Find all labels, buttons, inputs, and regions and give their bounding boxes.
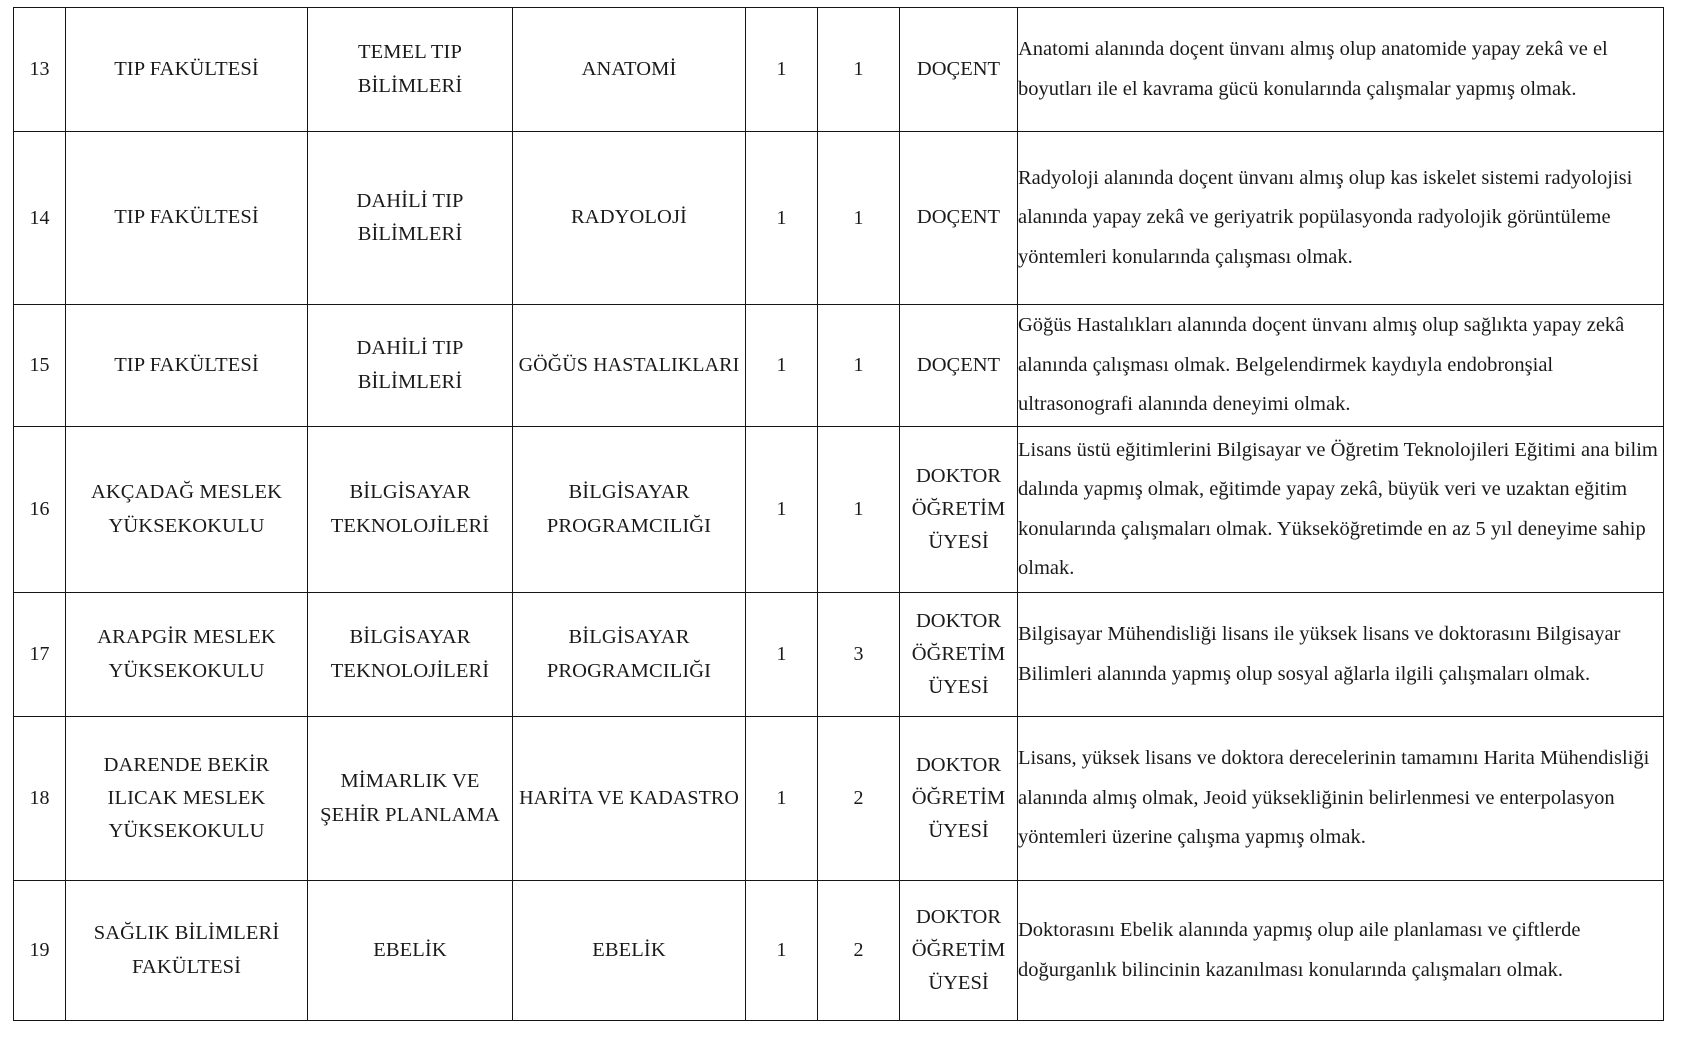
cell-sira-no: [14, 881, 66, 1021]
document-page: [0, 7, 1682, 1051]
cell-birim: [66, 427, 308, 593]
cell-program: [513, 881, 746, 1021]
unvan-line: DOKTOR: [915, 609, 1002, 632]
cell-sira-no: [14, 717, 66, 881]
bolum-line: TEMEL TIP: [358, 41, 462, 64]
unvan-line: ÖĞRETİM: [911, 786, 1006, 809]
cell-sira-no: [14, 593, 66, 717]
cell-bolum: [308, 593, 513, 717]
birim-line: DARENDE BEKİR: [103, 753, 270, 776]
cell-program: [513, 132, 746, 305]
bolum-line: BİLGİSAYAR: [349, 481, 471, 504]
cell-adet: [746, 305, 818, 427]
bolum-line: EBELİK: [373, 938, 447, 961]
adet-value: 1: [776, 939, 787, 961]
birim-line: SAĞLIK BİLİMLERİ: [93, 922, 280, 945]
birim-line: TIP FAKÜLTESİ: [114, 206, 259, 229]
unvan-line: DOÇENT: [916, 206, 1001, 229]
bolum-line: MİMARLIK VE: [340, 770, 480, 793]
derece-value: 2: [853, 939, 864, 961]
unvan-line: DOKTOR: [915, 905, 1002, 928]
sira-no-value: 15: [29, 354, 50, 376]
cell-birim: [66, 717, 308, 881]
cell-unvan: [900, 593, 1018, 717]
cell-bolum: [308, 132, 513, 305]
cell-unvan: [900, 305, 1018, 427]
cell-birim: [66, 881, 308, 1021]
cell-aciklama: [1018, 593, 1664, 717]
cell-unvan: [900, 132, 1018, 305]
cell-program: [513, 717, 746, 881]
aciklama-text: Lisans üstü eğitimlerini Bilgisayar ve Öğretim Teknolojileri Eğitimi ana bilim dalında yapmış olmak, eğitimde yapay zekâ, büyük veri ve uzaktan eğitim konularında çalışmaları olmak. Yükseköğretimde en az 5 yıl deneyime sahip olmak.: [1018, 438, 1658, 579]
bolum-line: DAHİLİ TIP: [356, 337, 464, 360]
unvan-line: ÖĞRETİM: [911, 938, 1006, 961]
derece-value: 1: [853, 58, 864, 80]
program-line: GÖĞÜS HASTALIKLARI: [518, 354, 740, 377]
birim-line: YÜKSEKOKULU: [108, 659, 265, 682]
adet-value: 1: [776, 787, 787, 809]
cell-adet: [746, 593, 818, 717]
cell-aciklama: [1018, 717, 1664, 881]
program-line: BİLGİSAYAR: [568, 481, 690, 504]
program-line: HARİTA VE KADASTRO: [519, 787, 739, 810]
cell-derece: [818, 132, 900, 305]
derece-value: 1: [853, 354, 864, 376]
cell-derece: [818, 717, 900, 881]
aciklama-text: Bilgisayar Mühendisliği lisans ile yüksek lisans ve doktorasını Bilgisayar Bilimleri alanında yapmış olup sosyal ağlarla ilgili çalışmaları olmak.: [1018, 623, 1621, 685]
bolum-line: TEKNOLOJİLERİ: [330, 514, 490, 537]
cell-birim: [66, 132, 308, 305]
cell-adet: [746, 8, 818, 132]
aciklama-text: Radyoloji alanında doçent ünvanı almış olup kas iskelet sistemi radyolojisi alanında yapay zekâ ve geriyatrik popülasyonda radyolojik görüntüleme yöntemleri konularında çalışması olmak.: [1018, 166, 1633, 268]
sira-no-value: 18: [29, 787, 50, 809]
sira-no-value: 17: [29, 643, 50, 665]
cell-bolum: [308, 8, 513, 132]
program-line: RADYOLOJİ: [571, 206, 687, 229]
cell-birim: [66, 593, 308, 717]
cell-sira-no: [14, 427, 66, 593]
cell-derece: [818, 593, 900, 717]
adet-value: 1: [776, 643, 787, 665]
unvan-line: ÜYESİ: [928, 531, 989, 554]
cell-adet: [746, 427, 818, 593]
table-row: [14, 8, 1664, 132]
cell-bolum: [308, 427, 513, 593]
cell-derece: [818, 881, 900, 1021]
table-row: [14, 881, 1664, 1021]
unvan-line: ÜYESİ: [928, 972, 989, 995]
cell-unvan: [900, 427, 1018, 593]
adet-value: 1: [776, 498, 787, 520]
cell-bolum: [308, 305, 513, 427]
cell-program: [513, 8, 746, 132]
adet-value: 1: [776, 58, 787, 80]
cell-program: [513, 305, 746, 427]
bolum-line: DAHİLİ TIP: [356, 189, 464, 212]
unvan-line: DOKTOR: [915, 464, 1002, 487]
vacancy-table: [13, 7, 1664, 1021]
cell-program: [513, 427, 746, 593]
derece-value: 1: [853, 206, 864, 229]
cell-birim: [66, 305, 308, 427]
derece-value: 2: [853, 787, 864, 809]
bolum-line: TEKNOLOJİLERİ: [330, 659, 490, 682]
bolum-line: ŞEHİR PLANLAMA: [320, 803, 500, 826]
unvan-line: ÜYESİ: [928, 820, 989, 843]
unvan-line: ÜYESİ: [928, 676, 989, 699]
cell-derece: [818, 8, 900, 132]
unvan-line: DOKTOR: [915, 753, 1002, 776]
unvan-line: DOÇENT: [916, 57, 1001, 80]
unvan-line: ÖĞRETİM: [911, 497, 1006, 520]
cell-unvan: [900, 881, 1018, 1021]
sira-no-value: 14: [29, 206, 50, 229]
sira-no-value: 19: [29, 939, 50, 961]
birim-line: TIP FAKÜLTESİ: [114, 57, 259, 80]
birim-line: YÜKSEKOKULU: [108, 514, 265, 537]
cell-aciklama: [1018, 8, 1664, 132]
cell-derece: [818, 305, 900, 427]
adet-value: 1: [776, 206, 787, 229]
cell-bolum: [308, 717, 513, 881]
table-row: [14, 132, 1664, 305]
aciklama-text: Anatomi alanında doçent ünvanı almış olup anatomide yapay zekâ ve el boyutları ile el kavrama gücü konularında çalışmalar yapmış olmak.: [1018, 38, 1608, 100]
cell-aciklama: [1018, 132, 1664, 305]
birim-line: AKÇADAĞ MESLEK: [90, 481, 283, 504]
cell-unvan: [900, 717, 1018, 881]
program-line: EBELİK: [592, 938, 666, 961]
aciklama-text: Doktorasını Ebelik alanında yapmış olup aile planlaması ve çiftlerde doğurganlık bilincinin kazanılması konularında çalışmaları olmak.: [1018, 919, 1581, 981]
birim-line: TIP FAKÜLTESİ: [114, 353, 259, 376]
cell-program: [513, 593, 746, 717]
cell-aciklama: [1018, 427, 1664, 593]
cell-adet: [746, 132, 818, 305]
aciklama-text: Göğüs Hastalıkları alanında doçent ünvanı almış olup sağlıkta yapay zekâ alanında çalışması olmak. Belgelendirmek kaydıyla endobronşial ultrasonografi alanında deneyimi olmak.: [1018, 314, 1625, 416]
bolum-line: BİLİMLERİ: [357, 74, 463, 97]
cell-aciklama: [1018, 881, 1664, 1021]
adet-value: 1: [776, 354, 787, 376]
program-line: PROGRAMCILIĞI: [546, 514, 712, 537]
program-line: ANATOMİ: [581, 57, 677, 80]
derece-value: 3: [853, 643, 864, 665]
bolum-line: BİLİMLERİ: [357, 370, 463, 393]
bolum-line: BİLİMLERİ: [357, 223, 463, 245]
derece-value: 1: [853, 498, 864, 520]
cell-bolum: [308, 881, 513, 1021]
cell-sira-no: [14, 132, 66, 305]
table-row: [14, 593, 1664, 717]
cell-sira-no: [14, 8, 66, 132]
cell-birim: [66, 8, 308, 132]
table-row: [14, 305, 1664, 427]
sira-no-value: 16: [29, 498, 50, 520]
unvan-line: ÖĞRETİM: [911, 642, 1006, 665]
bolum-line: BİLGİSAYAR: [349, 626, 471, 649]
aciklama-text: Lisans, yüksek lisans ve doktora derecelerinin tamamını Harita Mühendisliği alanında almış olmak, Jeoid yüksekliğinin belirlenmesi ve enterpolasyon yöntemleri üzerine çalışma yapmış olmak.: [1018, 747, 1650, 849]
cell-aciklama: [1018, 305, 1664, 427]
table-row: [14, 427, 1664, 593]
cell-adet: [746, 881, 818, 1021]
program-line: BİLGİSAYAR: [568, 626, 690, 649]
sira-no-value: 13: [29, 58, 50, 80]
birim-line: ARAPGİR MESLEK: [97, 626, 276, 649]
program-line: PROGRAMCILIĞI: [546, 659, 712, 682]
birim-line: YÜKSEKOKULU: [108, 820, 265, 843]
unvan-line: DOÇENT: [916, 353, 1001, 376]
birim-line: FAKÜLTESİ: [131, 955, 242, 978]
cell-adet: [746, 717, 818, 881]
cell-sira-no: [14, 305, 66, 427]
cell-unvan: [900, 8, 1018, 132]
cell-derece: [818, 427, 900, 593]
birim-line: ILICAK MESLEK: [107, 786, 266, 809]
table-row: [14, 717, 1664, 881]
table-body: [14, 8, 1664, 1021]
